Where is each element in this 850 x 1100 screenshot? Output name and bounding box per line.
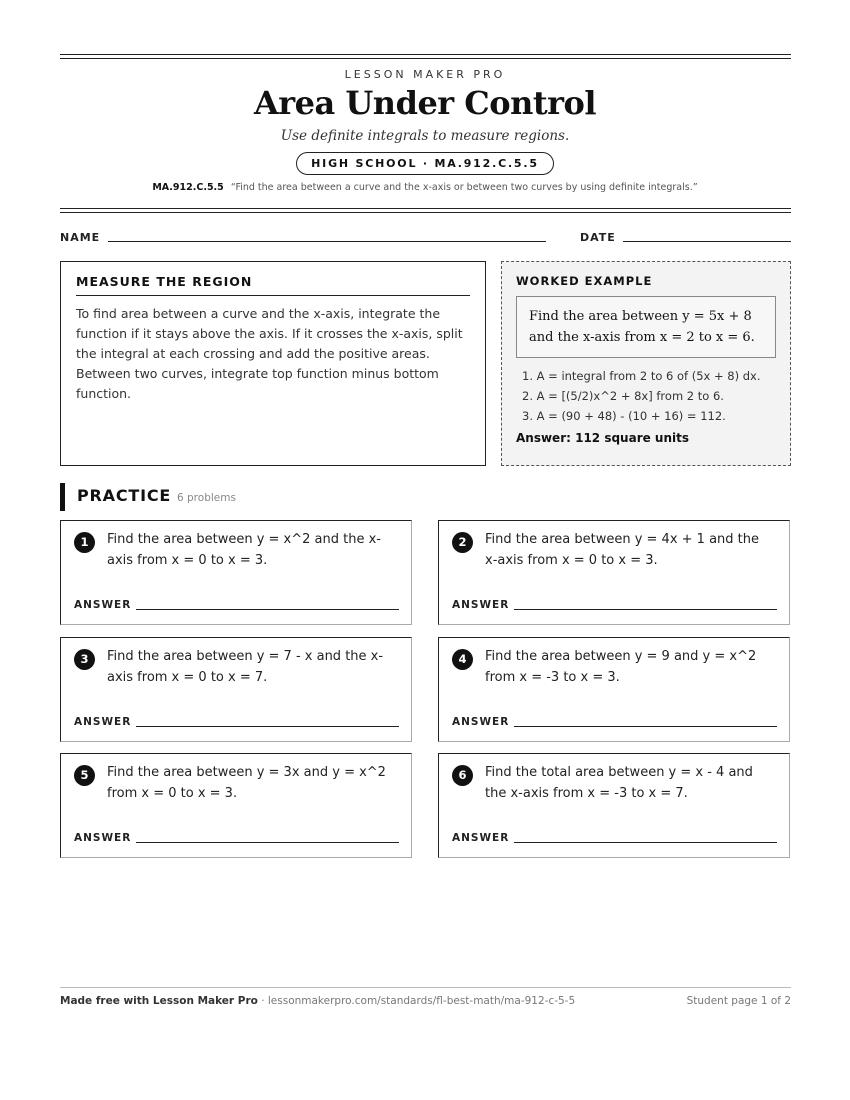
problem-number-badge: 5 xyxy=(74,765,95,786)
answer-field[interactable] xyxy=(136,842,399,843)
example-steps xyxy=(516,366,776,426)
answer-label: ANSWER xyxy=(74,716,132,728)
problem-number-badge: 6 xyxy=(452,765,473,786)
brand-name: LESSON MAKER PRO xyxy=(344,68,506,81)
standard-quote: “Find the area between a curve and the x-axis or between two curves by using definite integrals.” xyxy=(230,182,698,193)
problem-text: Find the total area between y = x - 4 and the x-axis from x = -3 to x = 7. xyxy=(485,765,753,801)
answer-label: ANSWER xyxy=(452,832,510,844)
answer-field[interactable] xyxy=(514,842,777,843)
page-subtitle: Use definite integrals to measure regions. xyxy=(280,128,570,144)
answer-label: ANSWER xyxy=(452,716,510,728)
level-pill-container xyxy=(0,152,850,175)
example-step: 1. A = integral from 2 to 6 of (5x + 8) dx. xyxy=(522,369,761,383)
problem-text: Find the area between y = 4x + 1 and the x-axis from x = 0 to x = 3. xyxy=(485,532,760,568)
page-title: Area Under Control xyxy=(253,84,597,122)
problem-number-badge: 2 xyxy=(452,532,473,553)
practice-accent-bar xyxy=(60,483,65,511)
header-top-rule xyxy=(60,54,791,59)
measure-region-panel xyxy=(60,261,486,466)
problem-card-6 xyxy=(438,753,790,858)
problem-card-4 xyxy=(438,637,790,742)
answer-label: ANSWER xyxy=(74,832,132,844)
example-answer: Answer: 112 square units xyxy=(516,431,690,445)
problem-number-badge: 3 xyxy=(74,649,95,670)
standard-code: MA.912.C.5.5 xyxy=(152,182,224,193)
example-prompt: Find the area between y = 5x + 8 and the x-axis from x = 2 to x = 6. xyxy=(516,296,776,358)
problem-card-5 xyxy=(60,753,412,858)
example-step: 2. A = [(5/2)x^2 + 8x] from 2 to 6. xyxy=(522,389,724,403)
problem-text: Find the area between y = x^2 and the x-axis from x = 0 to x = 3. xyxy=(107,532,381,568)
header-bottom-rule xyxy=(60,208,791,213)
problem-number-badge: 4 xyxy=(452,649,473,670)
footer-made-with: Made free with Lesson Maker Pro xyxy=(60,995,258,1007)
answer-field[interactable] xyxy=(136,726,399,727)
footer-rule xyxy=(60,987,791,988)
answer-field[interactable] xyxy=(514,609,777,610)
problem-text: Find the area between y = 7 - x and the x-axis from x = 0 to x = 7. xyxy=(107,649,384,685)
example-heading: WORKED EXAMPLE xyxy=(516,274,653,288)
problem-text: Find the area between y = 3x and y = x^2 from x = 0 to x = 3. xyxy=(107,765,386,801)
problem-text: Find the area between y = 9 and y = x^2 from x = -3 to x = 3. xyxy=(485,649,757,685)
practice-title: PRACTICE xyxy=(77,486,172,505)
region-heading: MEASURE THE REGION xyxy=(76,274,470,296)
example-step: 3. A = (90 + 48) - (10 + 16) = 112. xyxy=(522,409,726,423)
problem-number-badge: 1 xyxy=(74,532,95,553)
answer-label: ANSWER xyxy=(452,599,510,611)
worked-example-panel xyxy=(501,261,791,466)
name-field[interactable] xyxy=(108,241,546,242)
date-field[interactable] xyxy=(623,241,791,242)
standard-statement xyxy=(0,182,850,193)
region-body: To find area between a curve and the x-axis, integrate the function if it stays above the axis. If it crosses the x-axis, split the integral at each crossing and add the positive areas. Between two curves, integrate top function minus bottom function. xyxy=(76,306,463,401)
problem-card-2 xyxy=(438,520,790,625)
answer-field[interactable] xyxy=(514,726,777,727)
answer-label: ANSWER xyxy=(74,599,132,611)
practice-count: 6 problems xyxy=(177,492,236,504)
footer-credit xyxy=(60,995,575,1007)
problem-card-3 xyxy=(60,637,412,742)
footer-url: · lessonmakerpro.com/standards/fl-best-math/ma-912-c-5-5 xyxy=(257,995,576,1007)
date-label: DATE xyxy=(580,231,616,244)
problem-card-1 xyxy=(60,520,412,625)
answer-field[interactable] xyxy=(136,609,399,610)
footer-page-number: Student page 1 of 2 xyxy=(686,995,791,1007)
level-pill: HIGH SCHOOL · MA.912.C.5.5 xyxy=(296,152,554,175)
name-label: NAME xyxy=(60,231,101,244)
